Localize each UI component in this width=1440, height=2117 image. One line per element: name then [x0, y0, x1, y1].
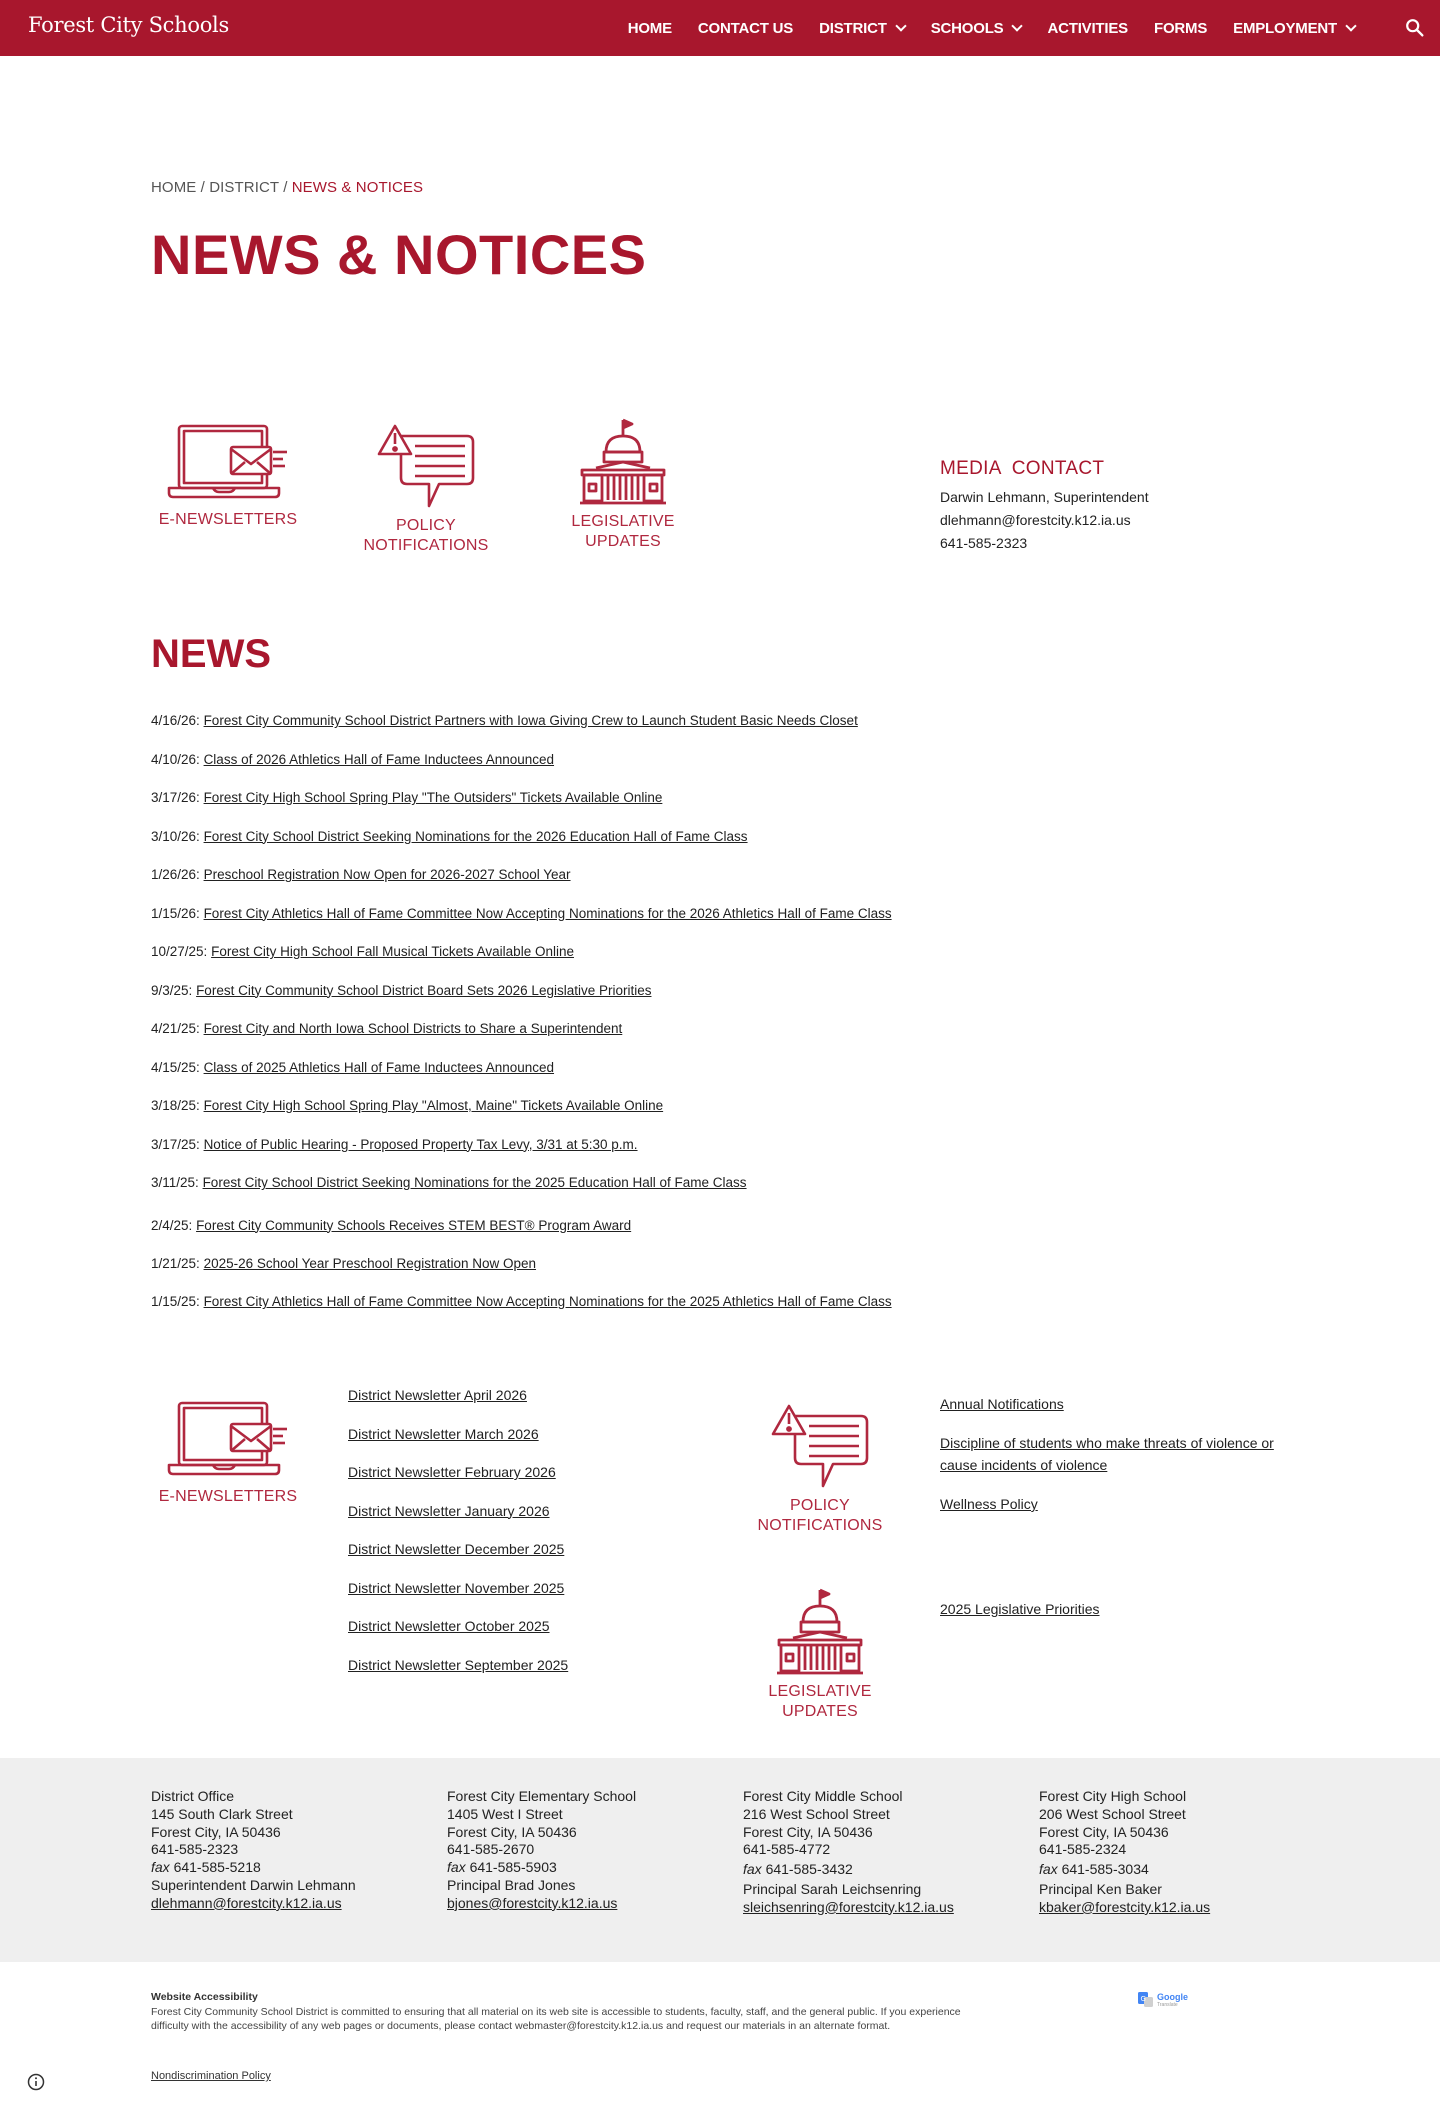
news-item	[151, 903, 892, 942]
office-phone: 641-585-2324	[1039, 1841, 1127, 1858]
news-item	[151, 1018, 892, 1057]
news-link[interactable]: Forest City Athletics Hall of Fame Committee Now Accepting Nominations for the 2025 Athletics Hall of Fame Class	[203, 1294, 892, 1309]
search-icon	[1404, 17, 1426, 39]
newsletter-link[interactable]: District Newsletter January 2026	[348, 1502, 550, 1519]
media-contact-heading: MEDIA CONTACT	[940, 458, 1105, 479]
news-item	[151, 1095, 892, 1134]
news-item	[151, 1134, 892, 1173]
tile-label-line: NOTIFICATIONS	[757, 1517, 883, 1534]
news-link[interactable]: Forest City School District Seeking Nominations for the 2025 Education Hall of Fame Class	[202, 1175, 747, 1190]
laptop-envelope-icon	[165, 1397, 291, 1481]
newsletter-link[interactable]: District Newsletter December 2025	[348, 1541, 565, 1557]
news-date: 3/17/26:	[151, 790, 200, 805]
list-item	[940, 1393, 1300, 1415]
news-link[interactable]: Forest City and North Iowa School Districts to Share a Superintendent	[203, 1021, 623, 1036]
legislative-links	[940, 1601, 1100, 1617]
newsletter-link[interactable]: District Newsletter March 2026	[348, 1425, 539, 1442]
laptop-envelope-icon	[165, 420, 291, 504]
tile-label-line: UPDATES	[782, 1703, 858, 1720]
nav-home-label: HOME	[627, 19, 672, 37]
newsletter-link[interactable]: District Newsletter February 2026	[348, 1464, 556, 1480]
chevron-down-icon	[1012, 20, 1023, 31]
fax-number: 641-585-5218	[173, 1859, 261, 1876]
news-item	[151, 1172, 892, 1211]
newsletter-link[interactable]: District Newsletter November 2025	[348, 1579, 565, 1596]
nav-schools[interactable]	[918, 20, 1035, 37]
tile-label	[553, 512, 693, 552]
newsletter-link[interactable]: District Newsletter April 2026	[348, 1387, 527, 1403]
office-phone: 641-585-2670	[447, 1841, 535, 1858]
address-block-elementary	[447, 1788, 636, 1913]
list-item	[940, 1493, 1300, 1515]
tile-label	[356, 516, 496, 556]
media-contact-name: Darwin Lehmann, Superintendent	[940, 489, 1149, 505]
news-link[interactable]: Forest City High School Spring Play "Almost, Maine" Tickets Available Online	[203, 1098, 664, 1113]
breadcrumb-district[interactable]: DISTRICT	[209, 179, 279, 196]
news-link[interactable]: Forest City High School Spring Play "The Outsiders" Tickets Available Online	[203, 790, 663, 805]
news-item	[151, 1057, 892, 1096]
breadcrumb	[151, 179, 423, 196]
news-date: 3/17/25:	[151, 1136, 200, 1152]
news-item	[151, 710, 892, 749]
news-date: 4/15/25:	[151, 1059, 200, 1075]
office-city: Forest City, IA 50436	[151, 1823, 281, 1840]
media-contact	[940, 458, 1149, 555]
office-fax	[743, 1861, 954, 1879]
tile-label	[750, 1682, 890, 1722]
tile-e-newsletters[interactable]	[158, 420, 298, 530]
section-tile-policy-notifications	[750, 1400, 890, 1536]
office-street: 206 West School Street	[1039, 1805, 1186, 1822]
list-item	[348, 1426, 568, 1465]
office-name: District Office	[151, 1788, 234, 1804]
list-item	[940, 1601, 1100, 1617]
nav-forms-label: FORMS	[1153, 19, 1208, 37]
office-contact: Principal Brad Jones	[447, 1876, 576, 1893]
list-item	[348, 1541, 568, 1580]
nav-district[interactable]	[806, 20, 918, 37]
breadcrumb-separator: /	[278, 179, 292, 196]
website-accessibility	[151, 1990, 981, 2034]
office-street: 216 West School Street	[743, 1805, 890, 1822]
news-link[interactable]: 2025-26 School Year Preschool Registration Now Open	[203, 1255, 537, 1271]
office-phone: 641-585-2323	[151, 1841, 239, 1858]
nav-activities-label: ACTIVITIES	[1047, 19, 1128, 37]
breadcrumb-home[interactable]: HOME	[151, 179, 197, 196]
news-item	[151, 787, 892, 826]
office-contact: Principal Ken Baker	[1039, 1880, 1162, 1897]
accessibility-body: Forest City Community School District is committed to ensuring that all material on its web site is accessible to students, faculty, staff, and the general public. If you experience difficulty with the accessibility of any web pages or documents, please contact webmaster@forestcity.k12.ia.us and request our materials in an alternate format.	[151, 2005, 961, 2032]
news-date: 4/21/25:	[151, 1021, 200, 1036]
office-fax	[1039, 1861, 1210, 1879]
section-tile-legislative-updates	[750, 1588, 890, 1722]
google-translate-button[interactable]	[1138, 1992, 1188, 2008]
nav-district-label: DISTRICT	[819, 19, 887, 37]
office-contact: Superintendent Darwin Lehmann	[151, 1876, 356, 1893]
news-link[interactable]: Forest City High School Fall Musical Tickets Available Online	[211, 944, 574, 959]
news-link[interactable]: Notice of Public Hearing - Proposed Property Tax Levy, 3/31 at 5:30 p.m.	[203, 1136, 638, 1152]
news-item	[151, 941, 892, 980]
legislative-link[interactable]: 2025 Legislative Priorities	[940, 1601, 1100, 1617]
newsletter-link[interactable]: District Newsletter October 2025	[348, 1618, 550, 1634]
news-item	[151, 1291, 892, 1330]
office-city: Forest City, IA 50436	[447, 1823, 577, 1840]
office-street: 1405 West I Street	[447, 1805, 563, 1822]
capitol-building-icon	[775, 1588, 865, 1676]
site-title[interactable]: Forest City Schools	[28, 13, 229, 37]
alert-speech-bubble-icon	[765, 1400, 875, 1490]
policy-link[interactable]: Wellness Policy	[940, 1496, 1038, 1512]
tile-label: E-NEWSLETTERS	[158, 1488, 298, 1505]
news-date: 3/11/25:	[151, 1175, 199, 1190]
news-item	[151, 826, 892, 865]
list-item	[348, 1503, 568, 1542]
info-button[interactable]	[27, 2073, 45, 2091]
news-date: 3/18/25:	[151, 1098, 200, 1113]
office-name: Forest City Elementary School	[447, 1788, 637, 1804]
list-item	[348, 1387, 568, 1426]
nav-activities[interactable]	[1034, 20, 1141, 37]
office-email-link[interactable]: bjones@forestcity.k12.ia.us	[447, 1894, 618, 1911]
news-date: 1/15/25:	[151, 1294, 200, 1309]
list-item	[940, 1432, 1300, 1476]
office-fax	[151, 1859, 356, 1877]
news-date: 1/26/26:	[151, 867, 200, 882]
translate-icon	[1138, 1992, 1154, 2008]
info-icon	[27, 2073, 45, 2091]
news-item	[151, 864, 892, 903]
news-item	[151, 980, 892, 1019]
tile-label-line: UPDATES	[585, 533, 661, 550]
news-date: 1/21/25:	[151, 1255, 200, 1271]
office-phone: 641-585-4772	[743, 1841, 831, 1858]
main-nav	[615, 0, 1368, 56]
policy-link[interactable]: Discipline of students who make threats of violence or cause incidents of violence	[940, 1435, 1274, 1473]
news-date: 3/10/26:	[151, 828, 200, 844]
nav-forms[interactable]	[1141, 20, 1220, 37]
fax-label: fax	[447, 1859, 466, 1876]
news-item	[151, 1211, 892, 1253]
search-button[interactable]	[1404, 17, 1426, 39]
fax-label: fax	[743, 1861, 762, 1878]
news-item	[151, 1253, 892, 1292]
news-date: 1/15/26:	[151, 905, 200, 921]
newsletter-link[interactable]: District Newsletter September 2025	[348, 1656, 569, 1673]
news-link[interactable]: Forest City Athletics Hall of Fame Committee Now Accepting Nominations for the 2026 Athletics Hall of Fame Class	[203, 905, 892, 921]
news-item	[151, 749, 892, 788]
address-block-district-office	[151, 1788, 356, 1913]
office-city: Forest City, IA 50436	[1039, 1823, 1169, 1840]
office-email-link[interactable]: sleichsenring@forestcity.k12.ia.us	[743, 1898, 954, 1915]
nondiscrimination-policy-link[interactable]: Nondiscrimination Policy	[151, 2070, 271, 2082]
media-contact-email: dlehmann@forestcity.k12.ia.us	[940, 512, 1131, 528]
news-date: 2/4/25:	[151, 1217, 193, 1233]
news-list	[151, 710, 892, 1330]
policy-link[interactable]: Annual Notifications	[940, 1396, 1064, 1412]
fax-number: 641-585-3034	[1061, 1861, 1149, 1878]
section-tile-e-newsletters	[158, 1397, 298, 1507]
office-name: Forest City Middle School	[743, 1788, 903, 1804]
fax-number: 641-585-5903	[469, 1859, 557, 1876]
address-block-middle	[743, 1788, 954, 1917]
svg-text:G: G	[1140, 1995, 1146, 2003]
news-link[interactable]: Class of 2026 Athletics Hall of Fame Inductees Announced	[203, 751, 555, 767]
list-item	[348, 1657, 568, 1696]
tile-label-line: NOTIFICATIONS	[363, 537, 489, 554]
address-block-high	[1039, 1788, 1210, 1917]
newsletter-links	[348, 1387, 568, 1695]
news-date: 9/3/25:	[151, 982, 193, 998]
tile-label	[750, 1496, 890, 1536]
news-link[interactable]: Forest City Community School District Board Sets 2026 Legislative Priorities	[196, 982, 652, 998]
tile-label-line: POLICY	[396, 517, 456, 534]
news-heading: NEWS	[151, 632, 271, 676]
nav-schools-label: SCHOOLS	[930, 19, 1004, 37]
news-link[interactable]: Class of 2025 Athletics Hall of Fame Inductees Announced	[203, 1059, 555, 1075]
office-name: Forest City High School	[1039, 1788, 1187, 1804]
google-brand: Google	[1157, 1991, 1188, 2002]
fax-label: fax	[1039, 1861, 1058, 1878]
office-email-link[interactable]: kbaker@forestcity.k12.ia.us	[1039, 1898, 1211, 1915]
office-contact: Principal Sarah Leichsenring	[743, 1880, 922, 1897]
fax-label: fax	[151, 1859, 170, 1876]
fax-number: 641-585-3432	[765, 1861, 853, 1878]
tile-legislative-updates[interactable]	[553, 418, 693, 552]
office-email-link[interactable]: dlehmann@forestcity.k12.ia.us	[151, 1894, 342, 1911]
alert-speech-bubble-icon	[371, 420, 481, 510]
news-link[interactable]: Forest City Community School District Partners with Iowa Giving Crew to Launch Student Basic Needs Closet	[203, 713, 858, 728]
tile-label: E-NEWSLETTERS	[158, 511, 298, 528]
google-translate-sub: Translate	[1157, 2001, 1178, 2008]
tile-label-line: POLICY	[790, 1497, 850, 1514]
nav-employment[interactable]	[1220, 20, 1368, 37]
news-date: 10/27/25:	[151, 944, 208, 959]
capitol-building-icon	[578, 418, 668, 506]
tile-label-line: LEGISLATIVE	[768, 1683, 872, 1700]
list-item	[348, 1580, 568, 1619]
news-date: 4/10/26:	[151, 751, 200, 767]
policy-links	[940, 1393, 1300, 1515]
top-navigation-bar	[0, 0, 1440, 56]
nav-contact-us[interactable]	[685, 20, 806, 37]
chevron-down-icon	[895, 20, 906, 31]
nav-contact-us-label: CONTACT US	[697, 19, 794, 37]
office-city: Forest City, IA 50436	[743, 1823, 873, 1840]
chevron-down-icon	[1345, 20, 1356, 31]
tile-label-line: LEGISLATIVE	[571, 513, 675, 530]
media-contact-phone: 641-585-2323	[940, 535, 1028, 551]
list-item	[348, 1618, 568, 1657]
news-link[interactable]: Forest City Community Schools Receives STEM BEST® Program Award	[196, 1217, 632, 1233]
list-item	[348, 1464, 568, 1503]
office-street: 145 South Clark Street	[151, 1805, 293, 1822]
news-link[interactable]: Preschool Registration Now Open for 2026-2027 School Year	[203, 867, 571, 882]
breadcrumb-current: NEWS & NOTICES	[291, 179, 424, 196]
news-date: 4/16/26:	[151, 713, 200, 728]
accessibility-heading: Website Accessibility	[151, 1991, 258, 2003]
news-link[interactable]: Forest City School District Seeking Nominations for the 2026 Education Hall of Fame Class	[203, 828, 748, 844]
office-fax	[447, 1859, 636, 1877]
tile-policy-notifications[interactable]	[356, 420, 496, 556]
breadcrumb-separator: /	[196, 179, 210, 196]
page-title: NEWS & NOTICES	[151, 223, 647, 286]
nav-home[interactable]	[615, 20, 685, 37]
nav-employment-label: EMPLOYMENT	[1233, 19, 1337, 37]
